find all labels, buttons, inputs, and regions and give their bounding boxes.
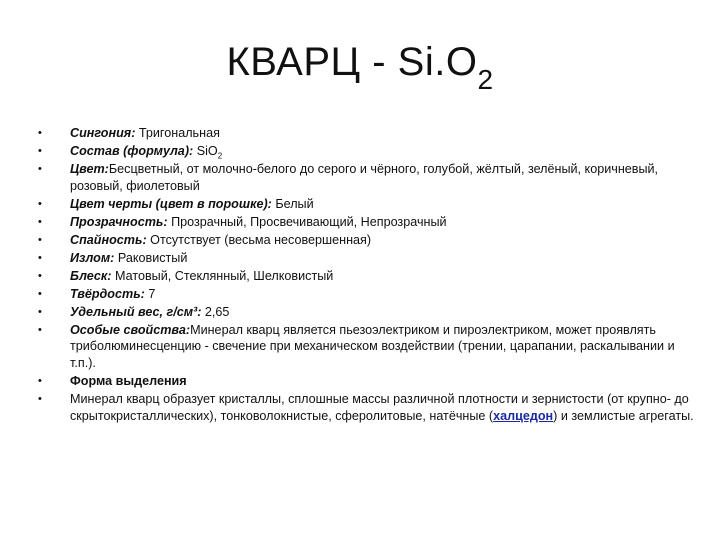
property-value: SiO xyxy=(193,143,218,158)
property-list xyxy=(38,125,698,426)
bullet-icon: • xyxy=(38,269,42,282)
bullet-icon: • xyxy=(38,323,42,336)
list-item-form-text xyxy=(38,391,698,425)
list-item-hardness xyxy=(38,286,698,303)
property-label: Удельный вес, г/см³: xyxy=(70,304,202,319)
bullet-icon: • xyxy=(38,251,42,264)
list-item-fracture xyxy=(38,250,698,267)
property-label: Цвет черты (цвет в порошке): xyxy=(70,196,272,211)
property-value: Раковистый xyxy=(114,250,188,265)
property-label: Твёрдость: xyxy=(70,286,145,301)
bullet-icon: • xyxy=(38,233,42,246)
bullet-icon: • xyxy=(38,305,42,318)
property-value: Отсутствует (весьма несовершенная) xyxy=(146,232,372,247)
list-item-transparency xyxy=(38,214,698,231)
bullet-icon: • xyxy=(38,375,42,388)
formula-subscript: 2 xyxy=(217,151,223,161)
property-value: Прозрачный, Просвечивающий, Непрозрачный xyxy=(167,214,447,229)
property-label: Особые свойства: xyxy=(70,322,191,337)
title-main: КВАРЦ - Si.O xyxy=(226,40,478,84)
list-item-color xyxy=(38,161,698,195)
title-subscript: 2 xyxy=(477,64,494,95)
form-text-after: ) и землистые агрегаты. xyxy=(553,409,694,423)
list-item-syngony xyxy=(38,125,698,142)
list-item-luster xyxy=(38,268,698,285)
form-text-before: Минерал кварц образует кристаллы, сплошные массы различной плотности и зернистости (от крупно- до скрытокристаллических), тонковолокнистые, сферолитовые, натёчные ( xyxy=(70,392,689,423)
property-label: Сингония: xyxy=(70,126,136,140)
list-item-form-heading xyxy=(38,373,698,390)
list-item-cleavage xyxy=(38,232,698,249)
bullet-icon: • xyxy=(38,287,42,300)
bullet-icon: • xyxy=(38,197,42,210)
bullet-icon: • xyxy=(38,393,42,406)
property-label: Состав (формула): xyxy=(70,143,194,158)
property-value: 2,65 xyxy=(201,304,230,319)
property-value: Белый xyxy=(271,196,314,211)
property-label: Цвет: xyxy=(70,161,109,176)
section-heading: Форма выделения xyxy=(70,374,187,389)
page-title xyxy=(0,40,720,95)
property-value: Бесцветный, от молочно-белого до серого и чёрного, голубой, жёлтый, зелёный, коричневый, розовый, фиолетовый xyxy=(70,161,659,193)
bullet-icon: • xyxy=(38,162,42,175)
property-value: Матовый, Стеклянный, Шелковистый xyxy=(111,268,334,283)
bullet-icon: • xyxy=(38,127,42,139)
list-item-density xyxy=(38,304,698,321)
property-value: Тригональная xyxy=(135,126,220,140)
chalcedony-link[interactable]: халцедон xyxy=(493,409,554,423)
property-label: Излом: xyxy=(70,250,115,265)
bullet-icon: • xyxy=(38,215,42,228)
list-item-formula xyxy=(38,143,698,160)
property-value: 7 xyxy=(144,286,156,301)
bullet-icon: • xyxy=(38,144,42,157)
property-value: Минерал кварц является пьезоэлектриком и пироэлектриком, может проявлять триболюминесценцию - свечение при механическом воздействии (трении, царапании, раскалывании и т.п.). xyxy=(70,322,675,371)
property-label: Спайность: xyxy=(70,232,147,247)
list-item-special xyxy=(38,322,698,372)
property-label: Блеск: xyxy=(70,268,112,283)
list-item-streak xyxy=(38,196,698,213)
property-label: Прозрачность: xyxy=(70,214,168,229)
